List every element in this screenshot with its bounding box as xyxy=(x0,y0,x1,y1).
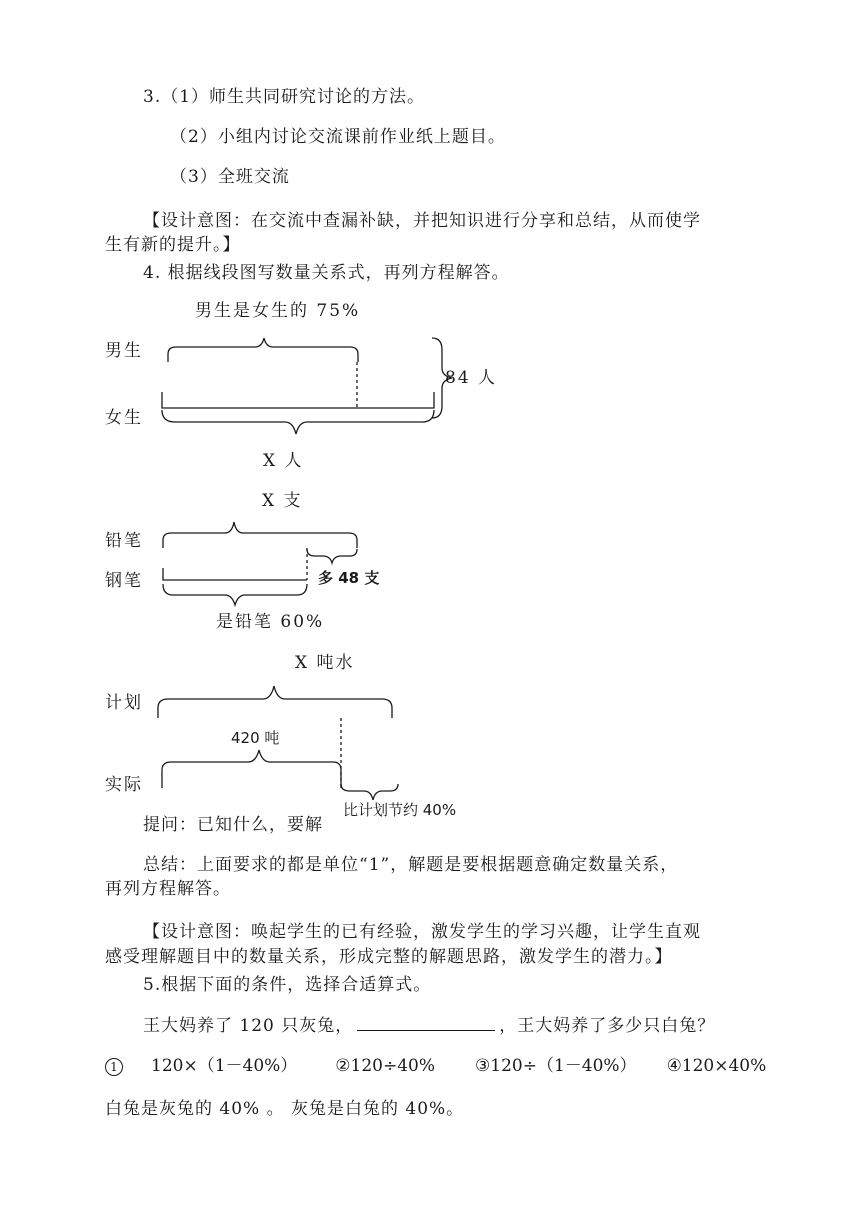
d3-top-label: X 吨水 xyxy=(295,653,355,673)
answer-blank xyxy=(357,1014,495,1031)
sec5-problem xyxy=(143,1014,715,1037)
d3-save-label: 比计划节约 40% xyxy=(343,801,457,819)
sec5-problem-start: 王大妈养了 120 只灰兔， xyxy=(143,1016,354,1036)
sec3-line3: （3）全班交流 xyxy=(170,167,290,187)
sec4-intent-line2: 感受理解题目中的数量关系，形成完整的解题思路，激发学生的潜力。】 xyxy=(105,947,673,967)
sec4-heading: 4. 根据线段图写数量关系式，再列方程解答。 xyxy=(143,263,510,283)
sec4-summary-line1: 总结：上面要求的都是单位“1”，解题是要根据题意确定数量关系， xyxy=(143,855,679,875)
d3-plan-brace xyxy=(158,686,392,718)
d3-actual-label: 实际 xyxy=(105,775,143,795)
sec3-line1: 3.（1）师生共同研究讨论的方法。 xyxy=(143,87,426,107)
d1-girls-brace xyxy=(162,410,434,434)
d1-boys-brace xyxy=(168,338,358,362)
option-1: 120×（1－40%） xyxy=(151,1056,298,1076)
sec4-intent-line1: 【设计意图：唤起学生的已有经验，激发学生的学习兴趣，让学生直观 xyxy=(143,922,701,942)
option-2: ②120÷40% xyxy=(335,1056,436,1076)
sec3-intent-line1: 【设计意图：在交流中查漏补缺，并把知识进行分享和总结，从而使学 xyxy=(143,211,701,231)
d2-pen-label: 钢笔 xyxy=(105,571,143,591)
option-3: ③120÷（1－40%） xyxy=(475,1056,637,1076)
d1-girls-line xyxy=(162,392,434,408)
d2-bottom-label: 是铅笔 60% xyxy=(216,612,325,632)
d1-bottom-label: X 人 xyxy=(263,451,304,471)
d3-actual-brace xyxy=(162,750,341,788)
d2-pencil-brace xyxy=(163,522,357,548)
sec3-intent-line2: 生有新的提升。】 xyxy=(105,235,241,255)
option-1-circle-icon: 1 xyxy=(105,1058,123,1076)
sec5-heading: 5.根据下面的条件，选择合适算式。 xyxy=(143,975,432,995)
d1-boys-label: 男生 xyxy=(105,341,143,361)
d2-more-brace xyxy=(307,549,357,563)
d3-mid-label: 420 吨 xyxy=(231,729,280,747)
sec3-line2: （2）小组内讨论交流课前作业纸上题目。 xyxy=(170,127,506,147)
sec4-question: 提问：已知什么，要解 xyxy=(143,815,323,835)
d2-top-label: X 支 xyxy=(262,491,303,511)
sec4-summary-line2: 再列方程解答。 xyxy=(105,879,231,899)
d1-top-label: 男生是女生的 75% xyxy=(195,301,361,321)
sec5-options xyxy=(105,1055,766,1077)
sec5-problem-end: ，王大妈养了多少只白兔？ xyxy=(499,1016,716,1036)
d1-girls-label: 女生 xyxy=(105,408,143,428)
option-4: ④120×40% xyxy=(666,1056,767,1076)
d2-pencil-label: 铅笔 xyxy=(105,531,143,551)
d2-pen-brace xyxy=(163,584,307,605)
d3-plan-label: 计划 xyxy=(105,693,143,713)
d1-total-label: 84 人 xyxy=(445,368,498,388)
d2-pen-line xyxy=(163,568,307,580)
d3-save-brace xyxy=(341,784,398,800)
d2-more-label: 多 48 支 xyxy=(318,569,380,587)
sec5-conditions: 白兔是灰兔的 40% 。 灰兔是白兔的 40%。 xyxy=(105,1099,465,1119)
